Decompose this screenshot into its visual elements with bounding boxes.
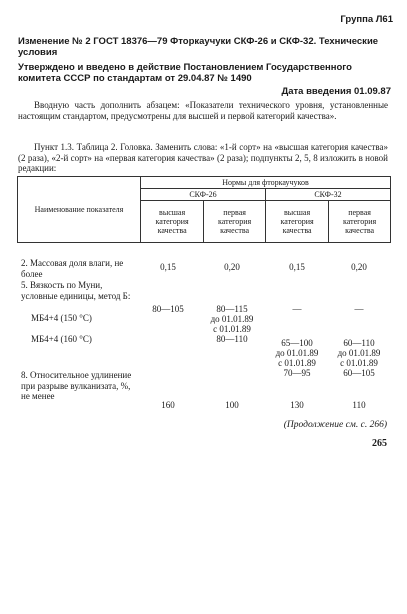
cell: 80—115 до 01.01.89 с 01.01.89 80—110: [210, 304, 254, 344]
cell: 0,15: [289, 262, 305, 272]
row-name: 8. Относительное удлинение при разрыве вулканизата, %, не менее: [21, 370, 132, 401]
continuation-note: (Продолжение см. с. 266): [283, 420, 387, 430]
cell: 0,15: [160, 262, 176, 272]
paragraph-clause: Пункт 1.3. Таблица 2. Головка. Заменить слова: «1-й сорт» на «высшая категория качества» (2 раза), «2-й сорт» на «первая категория качества» (2 раза); подпункты 2, 5, 8 изложить в новой редакции:: [18, 142, 388, 173]
norms-table-header: [17, 176, 391, 243]
cell: 0,20: [351, 262, 367, 272]
effective-date: Дата введения 01.09.87: [281, 86, 391, 97]
cell: 0,20: [224, 262, 240, 272]
skf26-header: СКФ-26: [141, 189, 266, 201]
row-name: МБ4+4 (150 °C): [31, 313, 92, 323]
group-code: Группа Л61: [340, 14, 393, 25]
approval-line: Утверждено и введено в действие Постановлением Государственного комитета СССР по стандартам от 29.04.87 № 1490: [18, 62, 352, 84]
page-number: 265: [372, 438, 387, 449]
cell: 80—105: [152, 304, 184, 314]
cell: 160: [161, 400, 175, 410]
cell: —: [292, 304, 302, 314]
row-name: 2. Массовая доля влаги, не более: [21, 258, 124, 279]
row-name: МБ4+4 (160 °C): [31, 334, 92, 344]
cell: —: [354, 304, 364, 314]
row-name: 5. Вязкость по Муни, условные единицы, метод Б:: [21, 280, 131, 301]
cell: 110: [352, 400, 366, 410]
skf32-header: СКФ-32: [265, 189, 390, 201]
col-indicator-name: Наименование показателя: [18, 177, 141, 243]
skf26-highest: высшая категория качества: [141, 201, 204, 243]
cell: 100: [225, 400, 239, 410]
paragraph-intro: Вводную часть дополнить абзацем: «Показатели технического уровня, установленные настоящим стандартом, предусмотрены для высшей и первой категорий качества».: [18, 100, 388, 121]
skf32-highest: высшая категория качества: [265, 201, 328, 243]
norms-header: Нормы для фторкаучуков: [141, 177, 391, 189]
skf26-first: первая категория качества: [204, 201, 266, 243]
cell: 130: [290, 400, 304, 410]
skf32-first: первая категория качества: [329, 201, 391, 243]
amendment-title: Изменение № 2 ГОСТ 18376—79 Фторкаучуки СКФ-26 и СКФ-32. Технические условия: [18, 36, 379, 58]
cell: 65—100 до 01.01.89 с 01.01.89 70—95: [275, 338, 319, 378]
cell: 60—110 до 01.01.89 с 01.01.89 60—105: [337, 338, 381, 378]
